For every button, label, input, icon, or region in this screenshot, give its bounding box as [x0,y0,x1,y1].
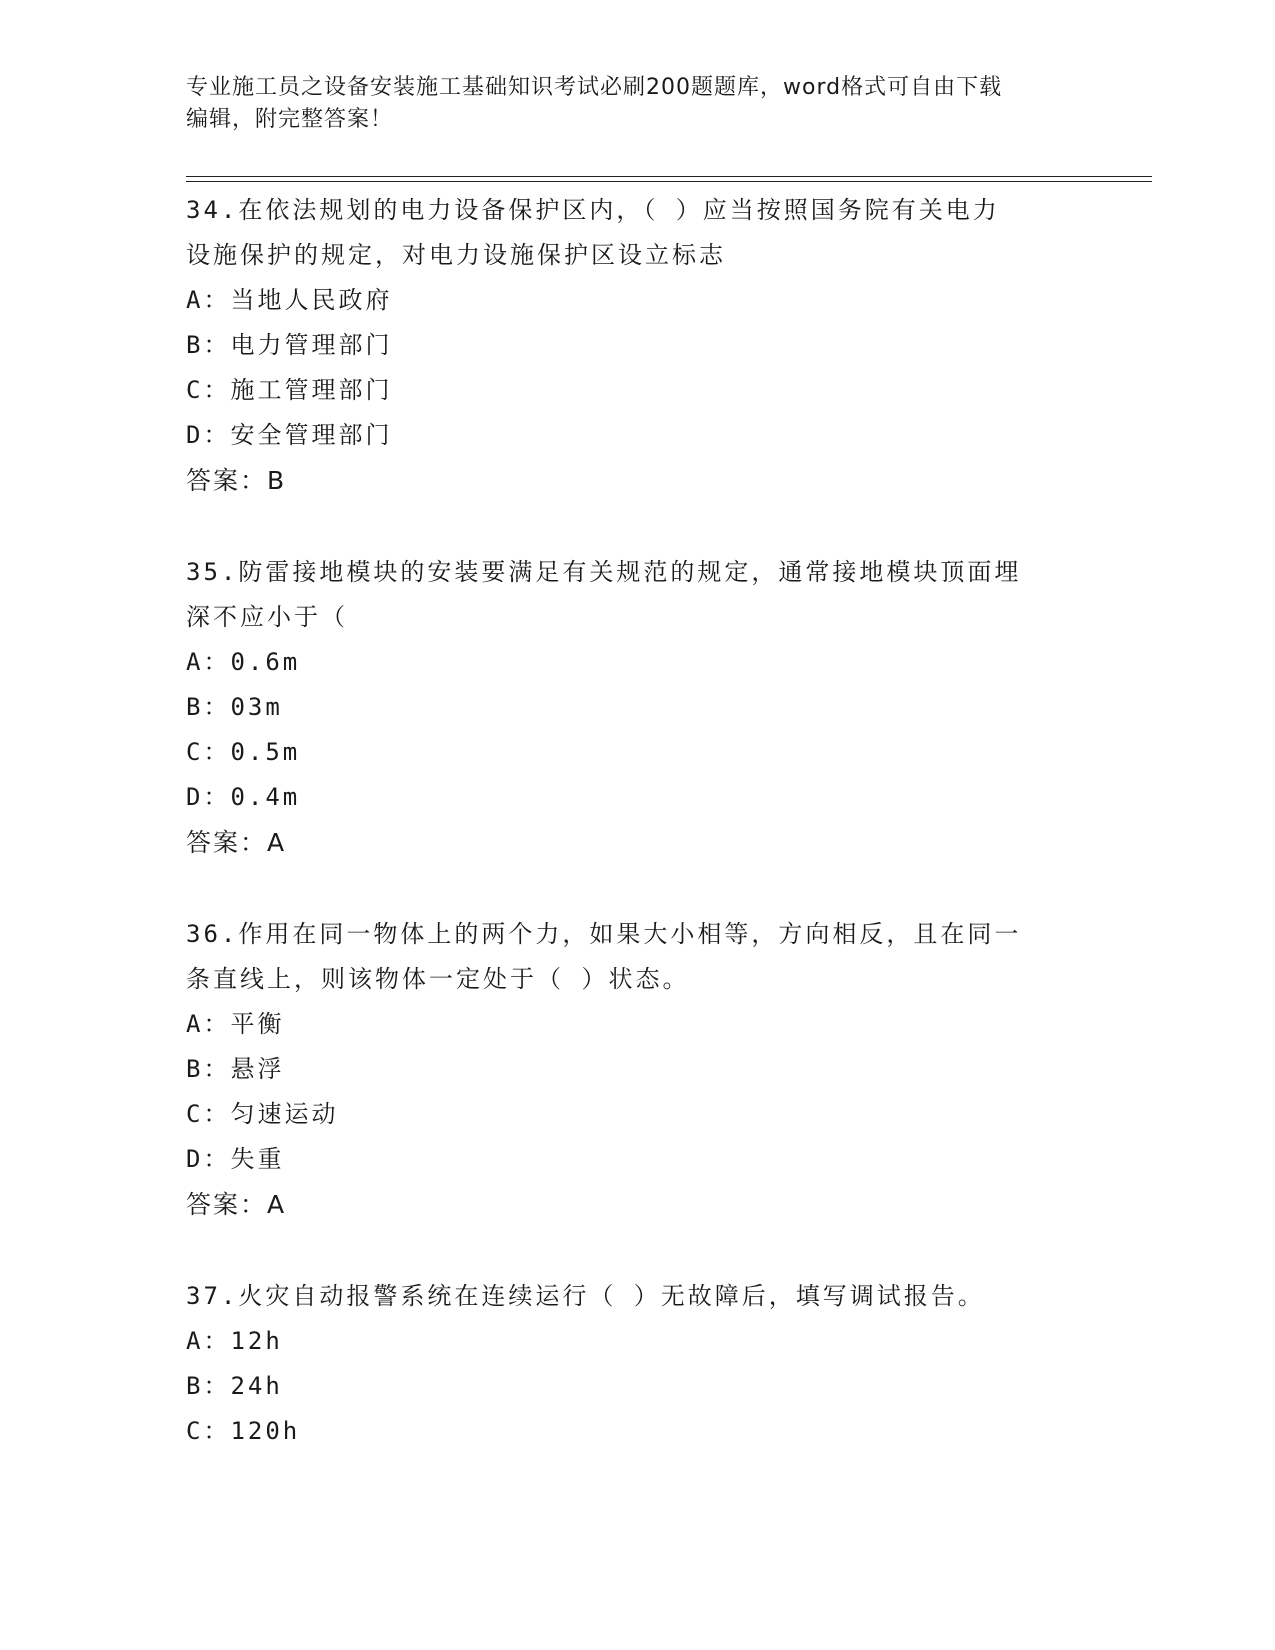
question-text: 条直线上，则该物体一定处于（ ）状态。 [186,965,690,993]
option-a: A：12h [186,1327,283,1355]
option-b: B：电力管理部门 [186,331,393,359]
option-a: A：平衡 [186,1010,285,1038]
question-text: 37.火灾自动报警系统在连续运行（ ）无故障后，填写调试报告。 [186,1282,985,1310]
question-spacer [186,1227,1106,1274]
question-36 [186,912,1106,1227]
document-header [186,72,1066,136]
question-35 [186,550,1106,865]
option-a: A：当地人民政府 [186,286,393,314]
question-37 [186,1274,1106,1454]
option-b: B：悬浮 [186,1055,285,1083]
option-c: C：120h [186,1417,301,1445]
question-text: 设施保护的规定，对电力设施保护区设立标志 [186,241,726,269]
question-spacer [186,865,1106,912]
question-text: 36.作用在同一物体上的两个力，如果大小相等，方向相反，且在同一 [186,920,1022,948]
answer-text: 答案：B [186,466,287,495]
option-d: D：0.4m [186,783,301,811]
header-divider-bottom [186,181,1152,182]
option-b: B：03m [186,693,283,721]
option-a: A：0.6m [186,648,301,676]
header-title-line-2: 编辑，附完整答案！ [186,107,394,132]
question-list [186,188,1106,1454]
answer-text: 答案：A [186,1190,287,1219]
option-b: B：24h [186,1372,283,1400]
option-c: C：施工管理部门 [186,376,393,404]
option-d: D：安全管理部门 [186,421,393,449]
option-d: D：失重 [186,1145,285,1173]
question-34 [186,188,1106,503]
question-text: 深不应小于（ [186,603,348,631]
option-c: C：匀速运动 [186,1100,339,1128]
question-text: 35.防雷接地模块的安装要满足有关规范的规定，通常接地模块顶面埋 [186,558,1022,586]
header-divider-top [186,176,1152,177]
option-c: C：0.5m [186,738,301,766]
question-spacer [186,503,1106,550]
answer-text: 答案：A [186,828,287,857]
header-title-line-1: 专业施工员之设备安装施工基础知识考试必刷200题题库，word格式可自由下载 [186,75,1003,100]
question-text: 34.在依法规划的电力设备保护区内，（ ）应当按照国务院有关电力 [186,196,1000,224]
